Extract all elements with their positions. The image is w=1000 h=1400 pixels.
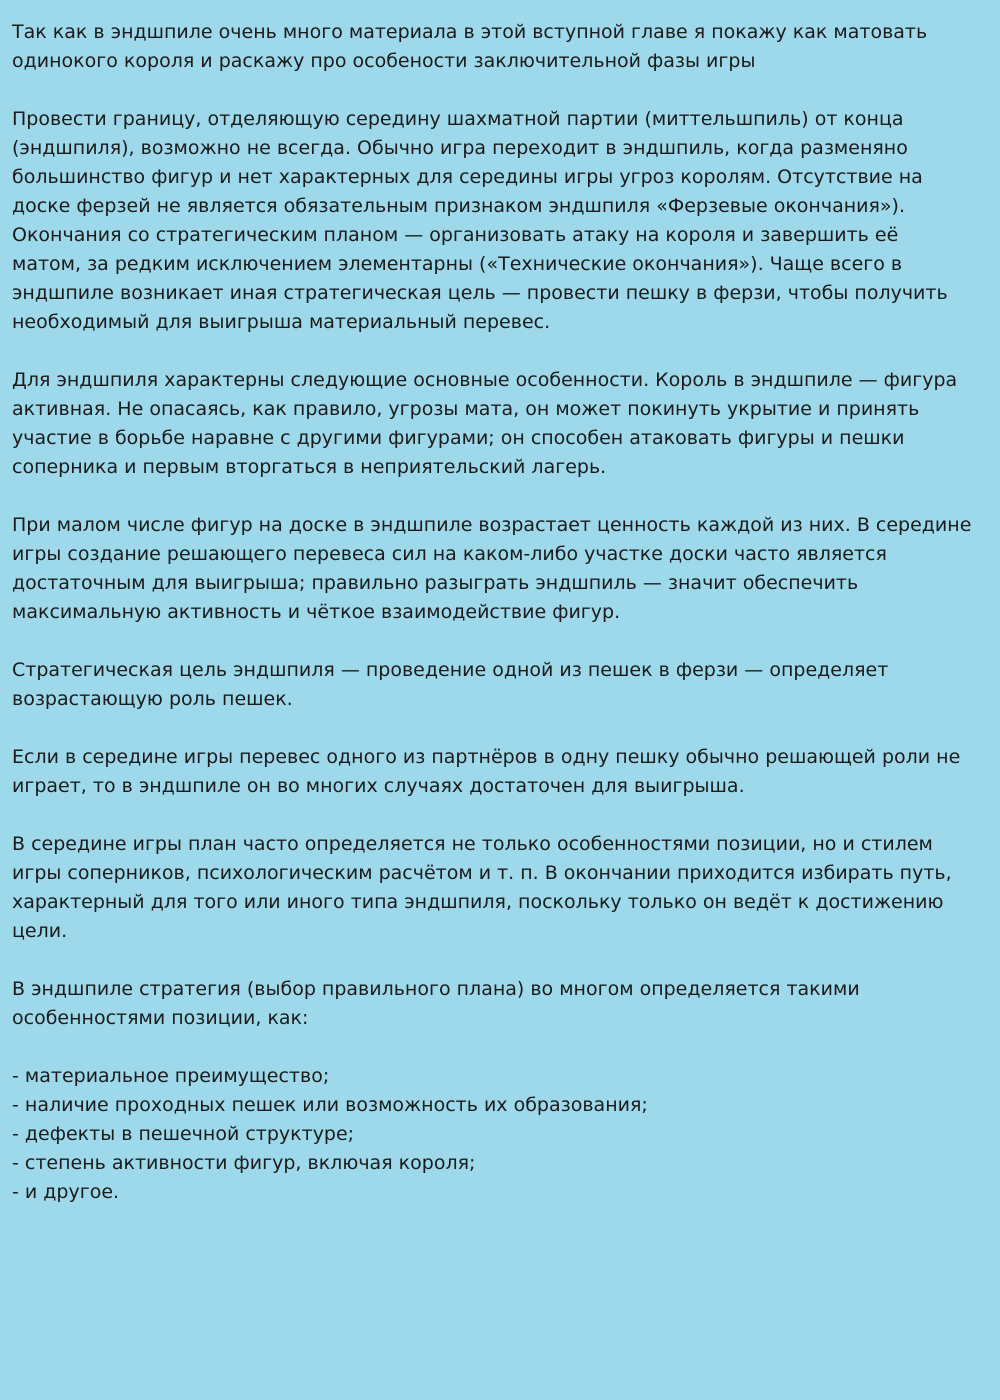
features-paragraph: Для эндшпиля характерны следующие основные особенности. Король в эндшпиле — фигура активная. Не опасаясь, как правило, угрозы мата, он может покинуть укрытие и принять участие в борьбе наравне с другими фигурами; он способен атаковать фигуры и пешки соперника и первым вторгаться в неприятельский лагерь. [12,369,958,478]
list-item: - наличие проходных пешек или возможность их образования; [12,1094,648,1116]
list-item: - степень активности фигур, включая короля; [12,1152,476,1174]
piece-value-paragraph: При малом числе фигур на доске в эндшпиле возрастает ценность каждой из них. В середине игры создание решающего перевеса сил на каком-либо участке доски часто является достаточным для выигрыша; правильно разыграть эндшпиль — значит обеспечить максимальную активность и чёткое взаимодействие фигур. [12,514,972,623]
intro-paragraph: Так как в эндшпиле очень много материала в этой вступной главе я покажу как матовать одинокого короля и раскажу про особености заключительной фазы игры [12,21,928,72]
boundary-paragraph: Провести границу, отделяющую середину шахматной партии (миттельшпиль) от конца (эндшпиля), возможно не всегда. Обычно игра переходит в эндшпиль, когда разменяно большинство фигур и нет характерных для середины игры угроз королям. Отсутствие на доске ферзей не является обязательным признаком эндшпиля «Ферзевые окончания»). Окончания со стратегическим планом — организовать атаку на короля и завершить её матом, за редким исключением элементарны («Технические окончания»). Чаще всего в эндшпиле возникает иная стратегическая цель — провести пешку в ферзи, чтобы получить необходимый для выигрыша материальный перевес. [12,108,948,333]
feature-list [12,1062,972,1207]
pawn-advantage-paragraph: Если в середине игры перевес одного из партнёров в одну пешку обычно решающей роли не играет, то в эндшпиле он во многих случаях достаточен для выигрыша. [12,746,961,797]
plan-paragraph: В середине игры план часто определяется не только особенностями позиции, но и стилем игры соперников, психологическим расчётом и т. п. В окончании приходится избирать путь, характерный для того или иного типа эндшпиля, поскольку только он ведёт к достижению цели. [12,833,952,942]
pawn-role-paragraph: Стратегическая цель эндшпиля — проведение одной из пешек в ферзи — определяет возрастающую роль пешек. [12,659,889,710]
list-item: - и другое. [12,1181,120,1203]
list-item: - дефекты в пешечной структуре; [12,1123,355,1145]
list-item: - материальное преимущество; [12,1065,330,1087]
strategy-paragraph: В эндшпиле стратегия (выбор правильного плана) во многом определяется такими особенностями позиции, как: [12,978,860,1029]
